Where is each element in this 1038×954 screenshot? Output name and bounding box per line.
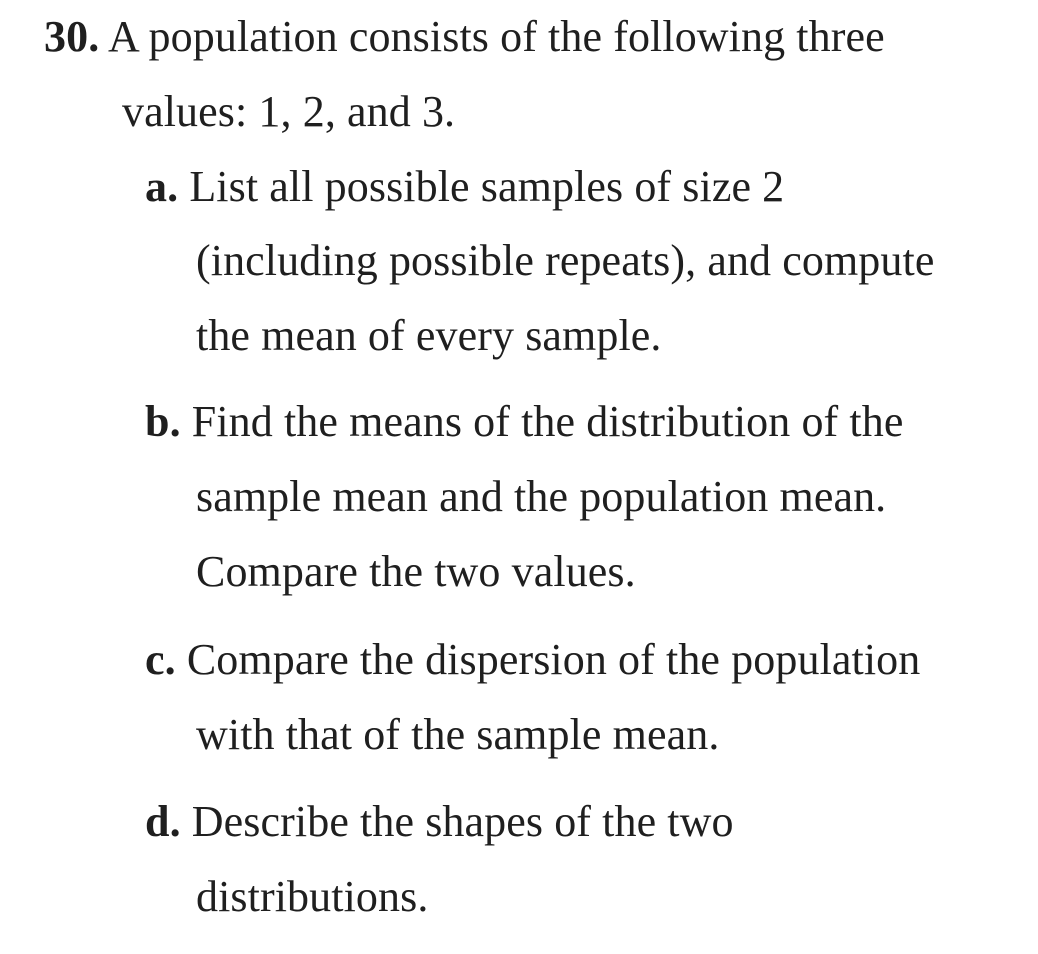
stem-text-2: values: 1, 2, and 3.	[122, 87, 456, 136]
problem-number: 30.	[44, 12, 100, 61]
part-a-line-2	[196, 236, 934, 286]
part-b-line-1	[145, 397, 903, 447]
part-c-line-1	[145, 635, 920, 685]
part-a-text-3: the mean of every sample.	[196, 311, 662, 360]
part-c-line-2	[196, 710, 719, 760]
part-a-line-3	[196, 311, 662, 361]
part-a-text-1: List all possible samples of size 2	[189, 162, 785, 211]
part-b-line-2	[196, 472, 886, 522]
part-b-label: b.	[145, 397, 181, 446]
part-c-text-2: with that of the sample mean.	[196, 710, 720, 759]
part-b-text-2: sample mean and the population mean.	[196, 472, 887, 521]
part-b-text-1: Find the means of the distribution of the	[191, 397, 904, 446]
problem-stem-line-1	[44, 12, 885, 62]
part-d-line-1	[145, 797, 734, 847]
part-d-text-1: Describe the shapes of the two	[191, 797, 734, 846]
part-b-line-3	[196, 547, 636, 597]
part-c-label: c.	[145, 635, 176, 684]
part-d-label: d.	[145, 797, 181, 846]
problem-stem-line-2	[122, 87, 455, 137]
part-b-text-3: Compare the two values.	[196, 547, 636, 596]
part-c-text-1: Compare the dispersion of the population	[186, 635, 921, 684]
part-a-line-1	[145, 162, 784, 212]
part-a-text-2: (including possible repeats), and compute	[196, 236, 935, 285]
part-a-label: a.	[145, 162, 179, 211]
part-d-text-2: distributions.	[196, 872, 429, 921]
part-d-line-2	[196, 872, 428, 922]
stem-text-1: A population consists of the following three	[108, 12, 885, 61]
